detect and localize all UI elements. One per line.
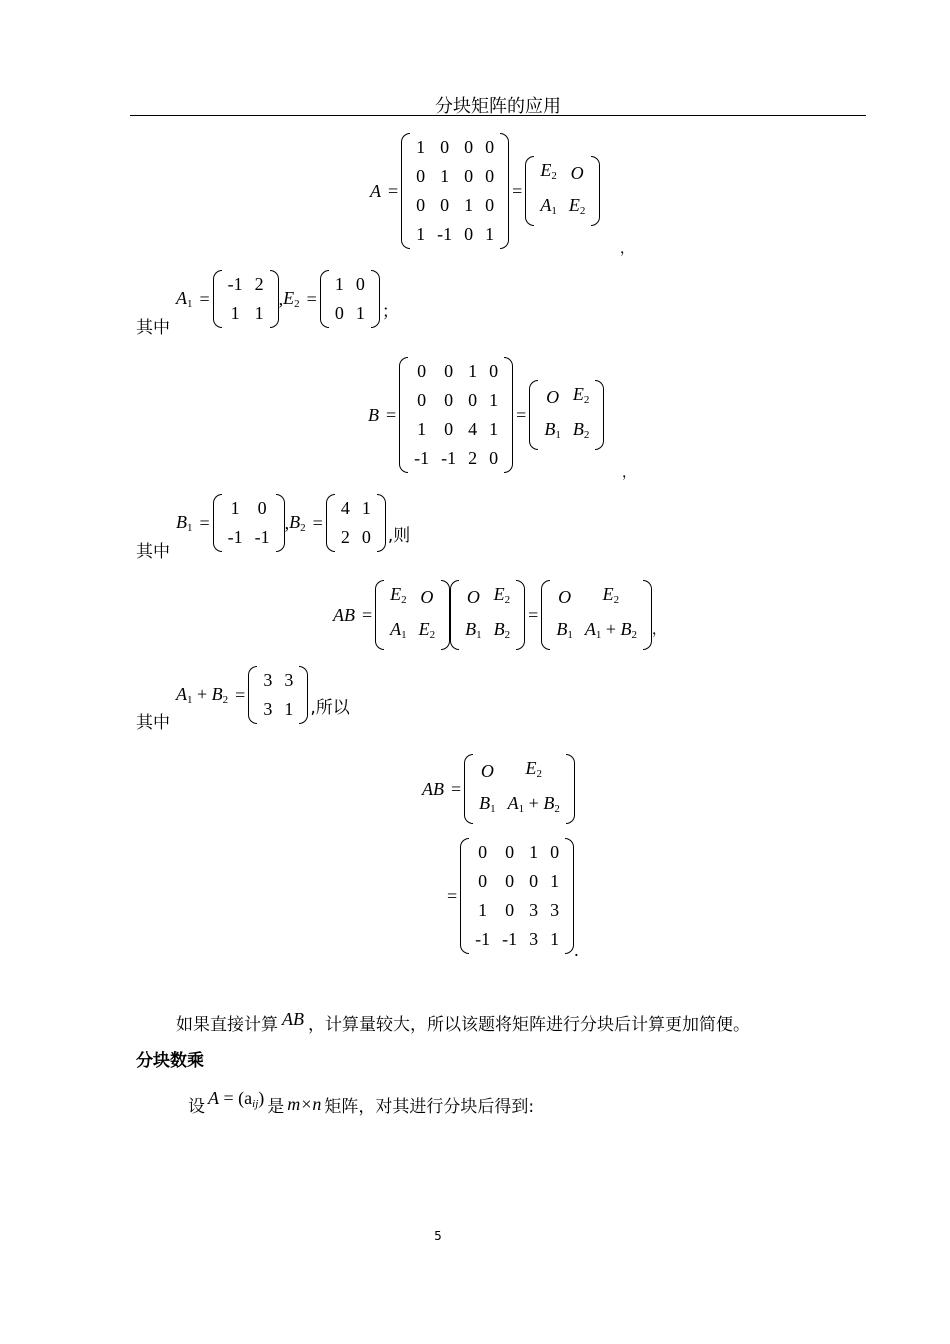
matrix-b: [399, 357, 513, 473]
matrix-cell: -1: [227, 274, 243, 294]
matrix-cell: 0: [440, 137, 450, 157]
matrix-a1: [213, 270, 279, 328]
eq5-trail: .: [574, 939, 579, 960]
matrix-cell: 1: [230, 498, 240, 518]
matrix-cell: 1: [355, 303, 365, 323]
left-paren: [320, 270, 329, 328]
block-factor-b: [450, 580, 525, 650]
matrix-cell: 4: [340, 498, 350, 518]
matrix-cell: 2: [254, 274, 264, 294]
left-paren: [399, 357, 408, 473]
matrix-cell: 3: [529, 900, 539, 920]
block-factor-a: [375, 580, 450, 650]
matrix-cell: 0: [334, 303, 344, 323]
paragraph-direct-computation: [176, 1010, 750, 1035]
right-paren: [441, 580, 450, 650]
line1-prefix: 其中: [136, 318, 170, 338]
equation-ab-result: = 0 0 1 0 0 0 0 1 1 0 3 3 -1 -1 3 1 .: [444, 838, 579, 954]
para2-before: 设: [188, 1097, 205, 1117]
eq2-lhs: B: [368, 404, 379, 425]
matrix-cell: 0: [505, 842, 515, 862]
para2-dims: m×n: [287, 1094, 322, 1114]
matrix-cell: $E_2$: [540, 160, 557, 182]
matrix-cell: 0: [257, 498, 267, 518]
page-number: 5: [434, 1229, 442, 1243]
matrix-b1: [213, 494, 285, 552]
equation-a-definition: A = 1 0 0 0 0 1 0 0 0 0 1 0 1 -1 0 1 = $E_2$ O $A_1$ $E_2$: [370, 133, 600, 249]
matrix-cell: 1: [550, 929, 560, 949]
matrix-cell: 0: [361, 527, 371, 547]
para1-before: 如果直接计算: [176, 1015, 278, 1035]
matrix-cell: 1: [334, 274, 344, 294]
left-paren: [248, 666, 257, 724]
matrix-cell: $A_1$: [540, 195, 557, 217]
matrix-cell: 0: [444, 361, 454, 381]
matrix-cell: 4: [468, 419, 478, 439]
eq2-trail: ，: [622, 466, 636, 481]
matrix-cell: 0: [444, 419, 454, 439]
block-matrix-b: [529, 380, 604, 450]
matrix-cell: 0: [417, 361, 427, 381]
matrix-cell: 3: [284, 670, 294, 690]
matrix-cell: 0: [550, 842, 560, 862]
right-paren: [500, 133, 509, 249]
matrix-cell: 0: [417, 390, 427, 410]
matrix-cell: $E_2$: [602, 584, 620, 606]
matrix-b2: [326, 494, 386, 552]
matrix-cell: 0: [464, 166, 474, 186]
matrix-a: [401, 133, 509, 249]
matrix-cell: $E_2$: [493, 584, 511, 606]
matrix-cell: $A_1$: [390, 619, 407, 641]
matrix-cell: $A_1 + B_2$: [507, 793, 560, 815]
matrix-cell: 0: [444, 390, 454, 410]
matrix-cell: $B_1$: [556, 619, 573, 641]
matrix-cell: 1: [529, 842, 539, 862]
left-paren: [213, 494, 222, 552]
right-paren: [591, 156, 600, 226]
matrix-cell: -1: [414, 448, 430, 468]
eq3-trail: ，: [651, 623, 666, 638]
right-paren: [566, 754, 575, 824]
matrix-cell: $E_2$: [390, 584, 407, 606]
eq3-lhs: AB: [333, 604, 355, 625]
matrix-cell: $B_2$: [572, 419, 590, 441]
matrix-cell: 0: [416, 166, 426, 186]
matrix-cell: -1: [502, 929, 518, 949]
matrix-cell: 1: [478, 900, 488, 920]
matrix-cell: 0: [505, 871, 515, 891]
matrix-cell: 1: [416, 224, 426, 244]
left-paren: [213, 270, 222, 328]
matrix-cell: -1: [227, 527, 243, 547]
block-matrix-a: [525, 156, 600, 226]
matrix-cell: 0: [464, 224, 474, 244]
matrix-cell: $E_2$: [572, 384, 590, 406]
line3-trail: ,所以: [310, 697, 350, 718]
line2-name1: $B_1$: [176, 512, 193, 534]
section-heading-block-scalar-multiplication: 分块数乘: [136, 1051, 204, 1071]
matrix-cell: 1: [254, 303, 264, 323]
right-paren: [270, 270, 279, 328]
matrix-ab-result: [460, 838, 574, 954]
matrix-cell: 1: [417, 419, 427, 439]
matrix-cell: 1: [361, 498, 371, 518]
matrix-cell: O: [546, 387, 560, 407]
para1-after: ，计算量较大，所以该题将矩阵进行分块后计算更加简便。: [308, 1015, 750, 1035]
matrix-cell: 0: [478, 871, 488, 891]
matrix-e2: [320, 270, 380, 328]
matrix-cell: 0: [485, 166, 495, 186]
matrix-cell: 0: [355, 274, 365, 294]
para2-expr: $A = (a_{ij})$: [208, 1087, 265, 1110]
eq4-lhs: AB: [422, 778, 444, 799]
matrix-cell: -1: [254, 527, 270, 547]
matrix-cell: 0: [529, 871, 539, 891]
line2-prefix: 其中: [136, 542, 170, 562]
matrix-cell: 1: [464, 195, 474, 215]
matrix-cell: $B_2$: [493, 619, 511, 641]
matrix-cell: 1: [489, 419, 499, 439]
matrix-cell: $B_1$: [479, 793, 496, 815]
matrix-cell: $B_1$: [465, 619, 482, 641]
matrix-cell: 1: [440, 166, 450, 186]
right-paren: [504, 357, 513, 473]
right-paren: [643, 580, 652, 650]
paragraph-block-scalar-setup: [188, 1087, 535, 1117]
left-paren: [326, 494, 335, 552]
matrix-cell: 0: [478, 842, 488, 862]
matrix-cell: 0: [416, 195, 426, 215]
matrix-cell: O: [480, 761, 494, 781]
matrix-a1-plus-b2: [248, 666, 308, 724]
left-paren: [375, 580, 384, 650]
matrix-cell: 0: [489, 448, 499, 468]
left-paren: [525, 156, 534, 226]
right-paren: [299, 666, 308, 724]
line2-name2: $B_2$: [289, 512, 306, 534]
matrix-cell: 1: [284, 699, 294, 719]
right-paren: [565, 838, 574, 954]
para1-term: AB: [282, 1009, 304, 1029]
block-matrix-ab: [464, 754, 575, 824]
matrix-cell: -1: [475, 929, 491, 949]
para2-after: 矩阵，对其进行分块后得到:: [324, 1097, 535, 1117]
matrix-cell: 0: [468, 390, 478, 410]
line2-trail: ,则: [387, 525, 411, 546]
page-header-title: 分块矩阵的应用: [435, 96, 561, 117]
matrix-cell: O: [420, 587, 434, 607]
matrix-cell: O: [466, 587, 480, 607]
matrix-cell: 0: [440, 195, 450, 215]
matrix-cell: 0: [485, 137, 495, 157]
block-product-result: [541, 580, 652, 650]
left-paren: [450, 580, 459, 650]
left-paren: [529, 380, 538, 450]
line1-trail: ；: [381, 301, 399, 322]
matrix-cell: -1: [437, 224, 453, 244]
matrix-cell: $A_1 + B_2$: [584, 619, 637, 641]
right-paren: [595, 380, 604, 450]
matrix-cell: $E_2$: [525, 758, 542, 780]
matrix-cell: 3: [263, 699, 273, 719]
matrix-cell: $B_1$: [544, 419, 561, 441]
header-rule: [130, 115, 866, 116]
matrix-cell: $E_2$: [418, 619, 436, 641]
right-paren: [377, 494, 386, 552]
eq1-lhs: A: [370, 180, 381, 201]
matrix-cell: 0: [464, 137, 474, 157]
matrix-cell: 3: [263, 670, 273, 690]
submatrix-definitions-a1-e2: $A_1$ = -1 2 1 1 , $E_2$ = 1 0 0 1 ；: [176, 270, 399, 328]
matrix-cell: O: [558, 587, 572, 607]
equation-b-definition: B = 0 0 1 0 0 0 0 1 1 0 4 1 -1 -1 2 0 = O $E_2$ $B_1$ $B_2$: [368, 357, 604, 473]
matrix-cell: 1: [416, 137, 426, 157]
left-paren: [541, 580, 550, 650]
eq1-trail: ，: [620, 242, 634, 257]
submatrix-definitions-b1-b2: $B_1$ = 1 0 -1 -1 , $B_2$ = 4 1 2 0 ,则: [176, 494, 410, 552]
left-paren: [464, 754, 473, 824]
matrix-cell: -1: [441, 448, 457, 468]
left-paren: [401, 133, 410, 249]
line1-name1: $A_1$: [176, 288, 193, 310]
matrix-cell: 1: [485, 224, 495, 244]
matrix-cell: 0: [505, 900, 515, 920]
matrix-cell: 0: [485, 195, 495, 215]
right-paren: [371, 270, 380, 328]
line3-prefix: 其中: [136, 713, 170, 733]
submatrix-sum-a1-b2: $A_1 + B_2$ = 3 3 3 1 ,所以: [176, 666, 350, 724]
para2-mid: 是: [267, 1097, 285, 1117]
matrix-cell: 1: [468, 361, 478, 381]
matrix-cell: 1: [550, 871, 560, 891]
matrix-cell: 1: [230, 303, 240, 323]
matrix-cell: O: [570, 163, 584, 183]
matrix-cell: 3: [529, 929, 539, 949]
matrix-cell: 1: [489, 390, 499, 410]
right-paren: [516, 580, 525, 650]
equation-ab-product: AB = $E_2$ O $A_1$ $E_2$ O $E_2$ $B_1$ $B_2$ = O $E_2$ $B_1$ $A_1 + B_2$ ，: [333, 580, 666, 650]
line3-name: $A_1 + B_2$: [176, 684, 229, 706]
matrix-cell: $E_2$: [568, 195, 586, 217]
matrix-cell: 2: [340, 527, 350, 547]
matrix-cell: 3: [550, 900, 560, 920]
matrix-cell: 2: [468, 448, 478, 468]
equation-ab-block: AB = O $E_2$ $B_1$ $A_1 + B_2$: [422, 754, 575, 824]
left-paren: [460, 838, 469, 954]
right-paren: [276, 494, 285, 552]
matrix-cell: 0: [489, 361, 499, 381]
line1-name2: $E_2$: [283, 288, 300, 310]
